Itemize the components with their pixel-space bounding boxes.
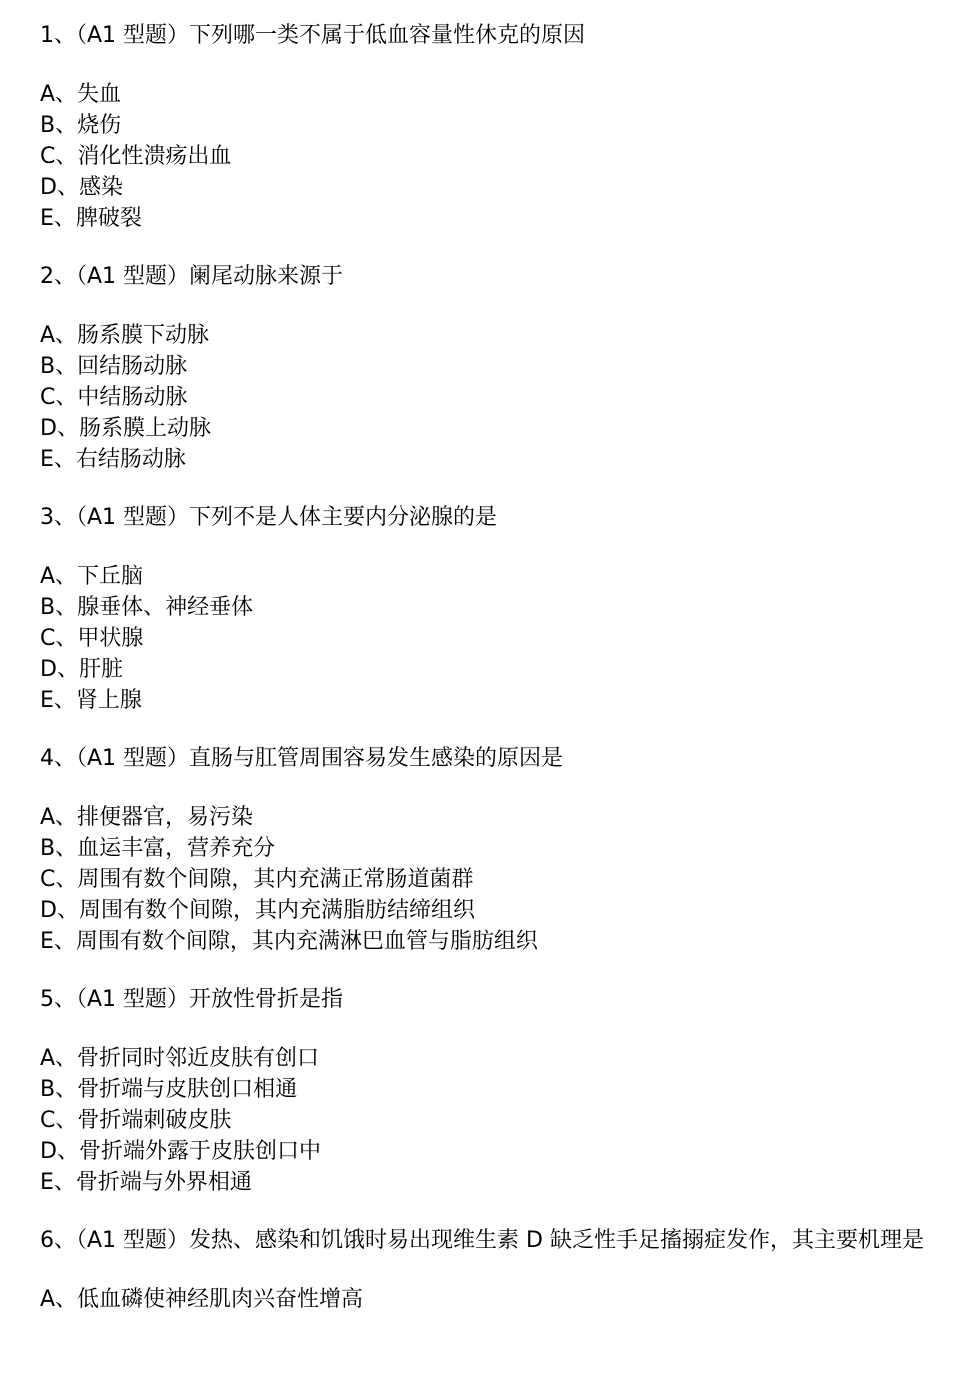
question-stem: 2、（A1 型题）阑尾动脉来源于 [40, 264, 344, 289]
answer-option: C、甲状腺 [40, 626, 144, 651]
answer-option: D、感染 [40, 175, 123, 200]
question-stem: 4、（A1 型题）直肠与肛管周围容易发生感染的原因是 [40, 746, 564, 771]
question-6 [40, 1225, 940, 1315]
answer-option: E、右结肠动脉 [40, 447, 186, 472]
answer-option: D、骨折端外露于皮肤创口中 [40, 1139, 321, 1164]
question-3 [40, 502, 940, 716]
answer-option: C、消化性溃疡出血 [40, 144, 232, 169]
question-stem: 3、（A1 型题）下列不是人体主要内分泌腺的是 [40, 505, 498, 530]
answer-option: A、下丘脑 [40, 564, 144, 589]
question-1 [40, 20, 940, 234]
answer-option: A、低血磷使神经肌肉兴奋性增高 [40, 1287, 364, 1312]
answer-option: B、血运丰富，营养充分 [40, 836, 276, 861]
question-stem: 6、（A1 型题）发热、感染和饥饿时易出现维生素 D 缺乏性手足搐搦症发作，其主要机理是 [40, 1228, 924, 1253]
answer-option: D、肠系膜上动脉 [40, 416, 211, 441]
answer-option: B、腺垂体、神经垂体 [40, 595, 254, 620]
answer-option: B、烧伤 [40, 113, 122, 138]
answer-option: A、骨折同时邻近皮肤有创口 [40, 1046, 320, 1071]
answer-option: A、失血 [40, 82, 122, 107]
answer-option: A、肠系膜下动脉 [40, 323, 210, 348]
answer-option: C、中结肠动脉 [40, 385, 188, 410]
answer-option: A、排便器官，易污染 [40, 805, 254, 830]
question-4 [40, 743, 940, 957]
question-2 [40, 261, 940, 475]
exam-document [40, 20, 940, 1315]
answer-option: D、肝脏 [40, 657, 123, 682]
answer-option: B、回结肠动脉 [40, 354, 188, 379]
answer-option: B、骨折端与皮肤创口相通 [40, 1077, 298, 1102]
question-5 [40, 984, 940, 1198]
answer-option: D、周围有数个间隙，其内充满脂肪结缔组织 [40, 898, 475, 923]
answer-option: E、骨折端与外界相通 [40, 1170, 252, 1195]
answer-option: E、肾上腺 [40, 688, 142, 713]
answer-option: C、周围有数个间隙，其内充满正常肠道菌群 [40, 867, 474, 892]
question-stem: 1、（A1 型题）下列哪一类不属于低血容量性休克的原因 [40, 23, 586, 48]
answer-option: E、脾破裂 [40, 206, 142, 231]
answer-option: E、周围有数个间隙，其内充满淋巴血管与脂肪组织 [40, 929, 538, 954]
answer-option: C、骨折端刺破皮肤 [40, 1108, 232, 1133]
question-stem: 5、（A1 型题）开放性骨折是指 [40, 987, 344, 1012]
